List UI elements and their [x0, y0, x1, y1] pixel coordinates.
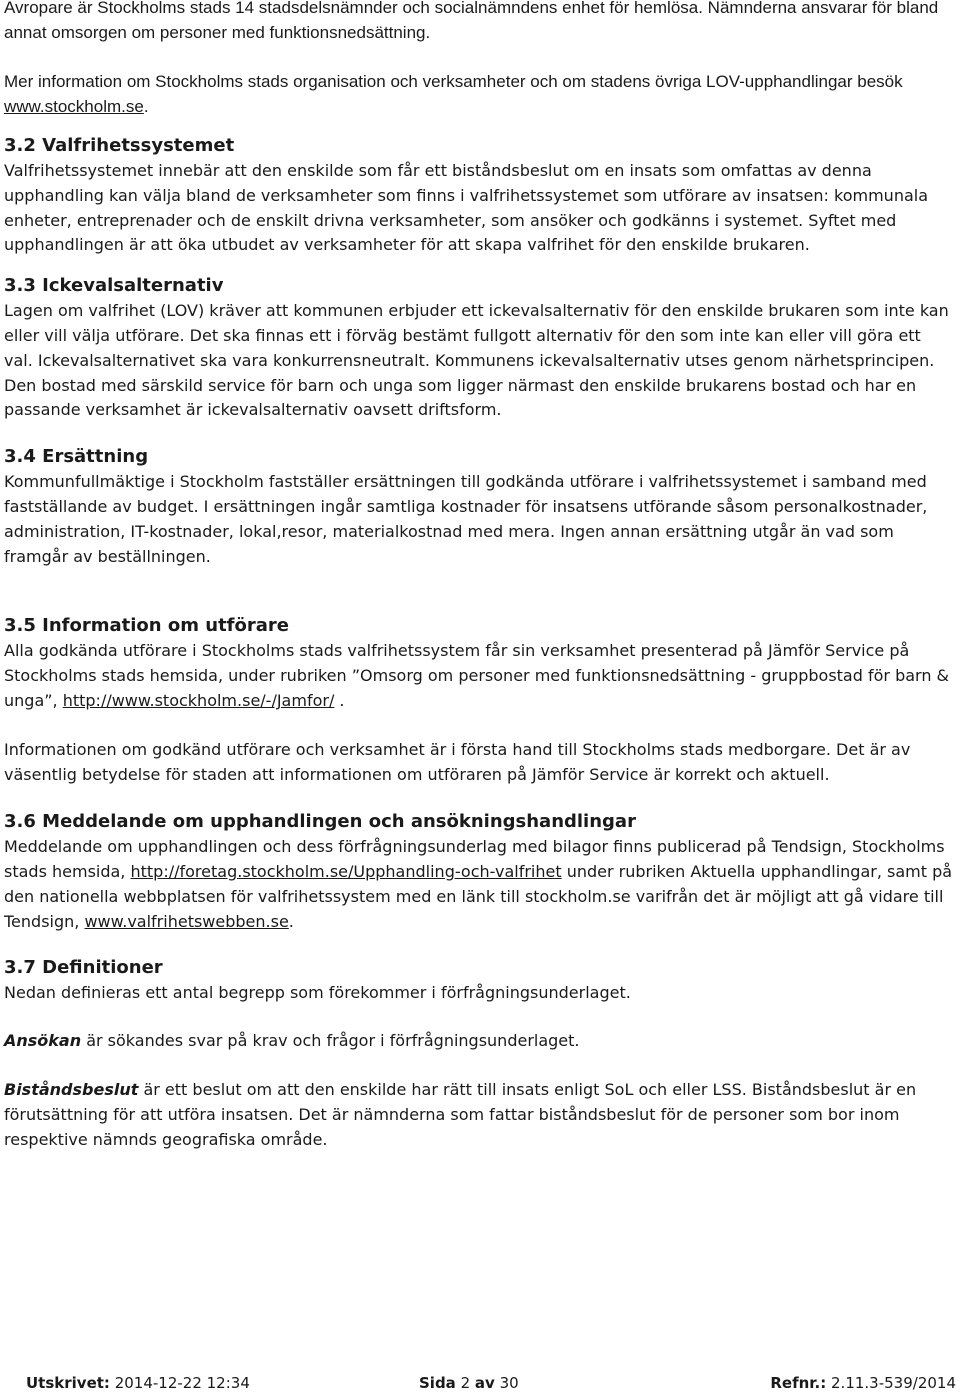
heading-3-4: 3.4 Ersättning — [4, 446, 149, 468]
definition-ansokan — [4, 1029, 954, 1054]
heading-3-3: 3.3 Ickevalsalternativ — [4, 275, 224, 297]
heading-3-6: 3.6 Meddelande om upphandlingen och ansökningshandlingar — [4, 811, 636, 833]
printed-date — [26, 1372, 250, 1394]
section-3-6-text: Meddelande om upphandlingen och dess förfrågningsunderlag med bilagor finns publicerad på Tendsign, Stockholms stads hemsida, — [4, 837, 945, 882]
definition-term: Biståndsbeslut — [4, 1080, 139, 1100]
page-label: Sida — [419, 1374, 456, 1392]
definition-text: är ett beslut om att den enskilde har rätt till insats enligt SoL och eller LSS. Biståndsbeslut är en förutsättning för att utföra insatsen. Det är nämnderna som fattar biståndsbeslut för de personer som bor inom respektive nämnds geografiska område. — [4, 1080, 917, 1149]
printed-value: 2014-12-22 12:34 — [109, 1374, 250, 1392]
section-3-6-suffix: . — [288, 911, 294, 931]
section-3-5-suffix: . — [334, 690, 345, 710]
intro-paragraph-1: Avropare är Stockholms stads 14 stadsdelsnämnder och socialnämndens enhet för hemlösa. Nämnderna ansvarar för bland annat omsorgen om personer med funktionsnedsättning. — [4, 0, 939, 42]
page-total: 30 — [494, 1374, 519, 1392]
section-3-6-body — [4, 835, 954, 934]
definition-text: är sökandes svar på krav och frågor i förfrågningsunderlaget. — [81, 1031, 580, 1051]
intro-paragraph-2 — [4, 69, 954, 119]
section-3-6-mid: under rubriken Aktuella upphandlingar, samt på den nationella webbplatsen för valfrihetssystem med en länk till stockholm.se varifrån det är möjligt att gå vidare till Tendsign, — [4, 862, 953, 931]
section-3-4-body: Kommunfullmäktige i Stockholm fastställer ersättningen till godkända utförare i valfrihetssystemet i samband med fastställande av budget. I ersättningen ingår samtliga kostnader för insatsens utförande såsom personalkostnader, administration, IT-kostnader, lokal,resor, materialkostnad med mera. Ingen annan ersättning utgår än vad som framgår av beställningen. — [4, 472, 928, 566]
section-3-3-body: Lagen om valfrihet (LOV) kräver att kommunen erbjuder ett ickevalsalternativ för den enskilde brukaren som inte kan eller vill välja utförare. Det ska finnas ett i förväg bestämt fullgott alternativ för den som inte kan eller vill göra ett val. Ickevalsalternativet ska vara konkurrensneutralt. Kommunens ickevalsalternativ utses genom närhetsprincipen. Den bostad med särskild service för barn och unga som ligger närmast den enskilde brukarens bostad och har en passande verksamhet är ickevalsalternativ oavsett driftsform. — [4, 301, 949, 420]
printed-label: Utskrivet: — [26, 1374, 110, 1392]
definition-term: Ansökan — [4, 1031, 82, 1051]
foretag-link[interactable]: http://foretag.stockholm.se/Upphandling-och-valfrihet — [130, 862, 562, 882]
ref-label: Refnr.: — [770, 1374, 827, 1392]
heading-3-7: 3.7 Definitioner — [4, 956, 163, 978]
intro-text: Mer information om Stockholms stads organisation och verksamheter och om stadens övriga LOV-upphandlingar besök — [4, 72, 903, 91]
heading-3-5: 3.5 Information om utförare — [4, 615, 289, 637]
intro-suffix: . — [143, 97, 149, 116]
ref-value: 2.11.3-539/2014 — [826, 1374, 956, 1392]
section-3-7-intro: Nedan definieras ett antal begrepp som förekommer i förfrågningsunderlaget. — [4, 982, 631, 1002]
section-3-5-body-1 — [4, 639, 954, 713]
reference-number — [770, 1372, 956, 1394]
section-3-5-text: Alla godkända utförare i Stockholms stads valfrihetssystem får sin verksamhet presenterad på Jämför Service på Stockholms stads hemsida, under rubriken ”Omsorg om personer med funktionsnedsättning - gruppbostad för barn & unga”, — [4, 641, 950, 710]
definition-bistandsbeslut — [4, 1078, 954, 1152]
page-of: av — [474, 1374, 495, 1392]
stockholm-link[interactable]: www.stockholm.se — [4, 97, 144, 116]
section-3-5-body-2: Informationen om godkänd utförare och verksamhet är i första hand till Stockholms stads medborgare. Det är av väsentlig betydelse för staden att informationen om utföraren på Jämför Service är korrekt och aktuell. — [4, 739, 911, 784]
heading-3-2: 3.2 Valfrihetssystemet — [4, 135, 235, 156]
jamfor-link[interactable]: http://www.stockholm.se/-/Jamfor/ — [62, 690, 335, 710]
page-number — [419, 1372, 519, 1394]
page-footer — [26, 1372, 956, 1394]
section-3-2-body: Valfrihetssystemet innebär att den enskilde som får ett biståndsbeslut om en insats som omfattas av denna upphandling kan välja bland de verksamheter som finns i valfrihetssystemet som utförare av insatsen: kommunala enheter, entreprenader och de enskilt drivna verksamheter, som ansöker och godkänns i systemet. Syftet med upphandlingen är att öka utbudet av verksamheter för att skapa valfrihet för den enskilde brukaren. — [4, 161, 929, 255]
page-current: 2 — [455, 1374, 475, 1392]
valfrihetswebben-link[interactable]: www.valfrihetswebben.se — [84, 911, 289, 931]
document-page — [4, 0, 954, 1153]
